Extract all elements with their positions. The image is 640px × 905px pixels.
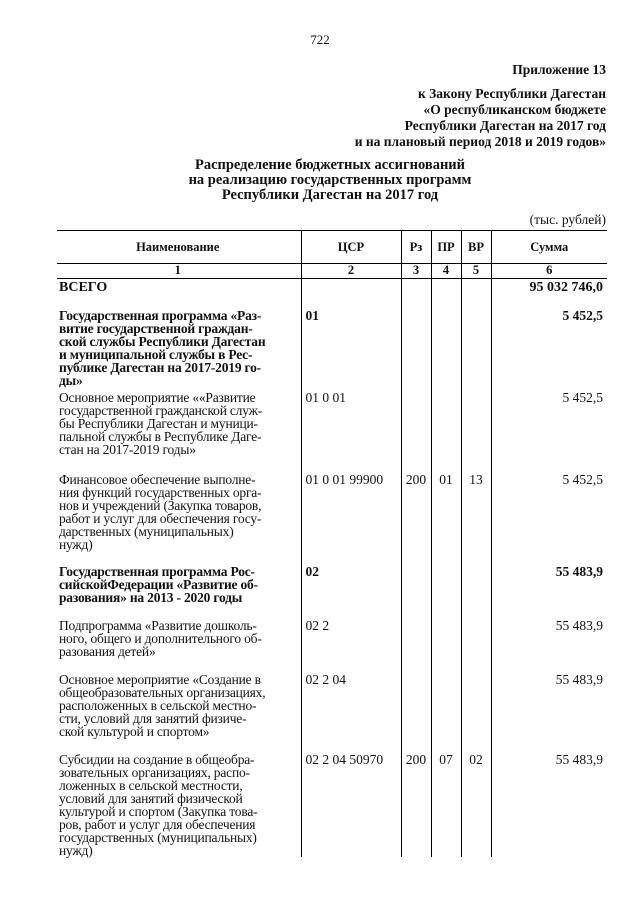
column-number: 2	[301, 264, 401, 279]
header-vr: ВР	[461, 231, 491, 264]
document-title-line: Республики Дагестан на 2017 год	[221, 187, 439, 203]
row-rz: 200	[401, 753, 431, 857]
header-sum: Сумма	[491, 231, 607, 264]
row-pr: 01	[431, 473, 461, 565]
row-csr: 02	[301, 565, 401, 619]
row-vr: 02	[461, 753, 491, 857]
row-name-line: разования детей»	[59, 644, 156, 659]
row-name-line: сти, условий для занятий физиче-	[59, 711, 247, 726]
row-vr	[461, 673, 491, 753]
total-row	[57, 279, 607, 310]
row-name-line: Финансовое обеспечение выполне-	[59, 472, 256, 487]
row-name-line: ния функций государственных орга-	[59, 485, 262, 500]
column-number: 5	[461, 264, 491, 279]
row-pr	[431, 391, 461, 473]
row-name-line: общеобразовательных организациях,	[59, 685, 266, 700]
header-pr: ПР	[431, 231, 461, 264]
row-name	[57, 309, 301, 391]
total-sum: 95 032 746,0	[529, 280, 603, 295]
row-csr: 02 2	[301, 619, 401, 673]
column-number: 3	[401, 264, 431, 279]
column-number: 4	[431, 264, 461, 279]
row-name-line: ской службы Республики Дагестан	[59, 334, 266, 349]
row-vr: 13	[461, 473, 491, 565]
row-name-line: Субсидии на создание в общеобра-	[59, 752, 255, 767]
row-pr	[431, 309, 461, 391]
appendix-line: и на плановый период 2018 и 2019 годов»	[354, 134, 606, 149]
header-csr: ЦСР	[301, 231, 401, 264]
row-pr: 07	[431, 753, 461, 857]
row-name-line: пальной службы в Республике Даге-	[59, 429, 262, 444]
row-sum: 5 452,5	[562, 390, 603, 405]
document-title-line: на реализацию государственных программ	[188, 172, 472, 188]
row-csr: 02 2 04 50970	[301, 753, 401, 857]
row-csr: 02 2 04	[301, 673, 401, 753]
row-name	[57, 473, 301, 565]
document-title-line: Распределение бюджетных ассигнований	[194, 157, 466, 173]
row-name-line: зовательных организациях, распо-	[59, 765, 250, 780]
row-name-line: расположенных в сельской местно-	[59, 698, 257, 713]
total-label: ВСЕГО	[59, 280, 108, 295]
header-rz: Рз	[401, 231, 431, 264]
row-name-line: разования» на 2013 - 2020 годы	[59, 590, 243, 605]
row-vr	[461, 565, 491, 619]
table-row	[57, 309, 607, 391]
row-name-line: ров, работ и услуг для обеспечения	[59, 817, 256, 832]
row-name-line: стан на 2017-2019 годы»	[59, 442, 196, 457]
appendix-line: «О республиканском бюджете	[423, 102, 606, 117]
row-csr: 01 0 01 99900	[301, 473, 401, 565]
row-name	[57, 619, 301, 673]
row-name-line: дарственных (муниципальных)	[59, 524, 234, 539]
budget-table	[57, 230, 607, 857]
document-title	[0, 158, 640, 203]
row-name-line: Основное мероприятие ««Развитие	[59, 390, 256, 405]
row-csr: 01 0 01	[301, 391, 401, 473]
row-name-line: нужд)	[59, 537, 93, 552]
row-vr	[461, 619, 491, 673]
appendix-block	[355, 62, 606, 150]
row-csr: 01	[301, 309, 401, 391]
row-rz	[401, 565, 431, 619]
page-number: 722	[310, 32, 330, 47]
row-sum: 55 483,9	[555, 564, 603, 579]
row-pr	[431, 619, 461, 673]
row-name-line: работ и услуг для обеспечения госу-	[59, 511, 262, 526]
row-vr	[461, 309, 491, 391]
table-row	[57, 619, 607, 673]
row-name-line: публике Дагестан на 2017-2019 го-	[59, 360, 261, 375]
table-row	[57, 391, 607, 473]
row-sum: 55 483,9	[555, 618, 603, 633]
row-name	[57, 565, 301, 619]
row-name	[57, 391, 301, 473]
row-name-line: культурой и спортом (Закупка това-	[59, 804, 258, 819]
row-sum: 5 452,5	[562, 308, 603, 323]
appendix-line: к Закону Республики Дагестан	[417, 86, 606, 101]
row-pr	[431, 673, 461, 753]
row-pr	[431, 565, 461, 619]
row-name-line: бы Республики Дагестан и муници-	[59, 416, 258, 431]
row-name-line: витие государственной граждан-	[59, 321, 253, 336]
table-header-row	[57, 231, 607, 264]
row-name-line: Основное мероприятие «Создание в	[59, 672, 261, 687]
row-name-line: Подпрограмма «Развитие дошколь-	[59, 618, 257, 633]
appendix-title: Приложение 13	[512, 62, 606, 77]
table-row	[57, 473, 607, 565]
row-rz: 200	[401, 473, 431, 565]
table-row	[57, 673, 607, 753]
row-name-line: нов и учреждений (Закупка товаров,	[59, 498, 262, 513]
row-name-line: ской культурой и спортом»	[59, 724, 210, 739]
row-name-line: условий для занятий физической	[59, 791, 243, 806]
column-number: 6	[491, 264, 607, 279]
row-vr	[461, 391, 491, 473]
header-name: Наименование	[57, 231, 301, 264]
table-row	[57, 565, 607, 619]
table-row	[57, 753, 607, 857]
row-name-line: ды»	[59, 373, 83, 388]
row-name-line: и муниципальной службы в Рес-	[59, 347, 253, 362]
column-number-row	[57, 264, 607, 279]
column-number: 1	[57, 264, 301, 279]
row-name-line: ного, общего и дополнительного об-	[59, 631, 262, 646]
row-name-line: нужд)	[59, 843, 93, 858]
units-label: (тыс. рублей)	[529, 212, 606, 227]
row-sum: 55 483,9	[555, 752, 603, 767]
row-rz	[401, 391, 431, 473]
row-sum: 5 452,5	[562, 472, 603, 487]
row-rz	[401, 309, 431, 391]
row-name-line: государственных (муниципальных)	[59, 830, 257, 845]
row-name-line: Государственная программа Рос-	[59, 564, 255, 579]
row-name-line: сийскойФедерации «Развитие об-	[59, 577, 258, 592]
row-name	[57, 673, 301, 753]
row-name	[57, 753, 301, 857]
appendix-line: Республики Дагестан на 2017 год	[404, 118, 606, 133]
row-rz	[401, 673, 431, 753]
row-name-line: государственной гражданской служ-	[59, 403, 263, 418]
row-sum: 55 483,9	[555, 672, 603, 687]
row-rz	[401, 619, 431, 673]
row-name-line: ложенных в сельской местности,	[59, 778, 243, 793]
row-name-line: Государственная программа «Раз-	[59, 308, 262, 323]
